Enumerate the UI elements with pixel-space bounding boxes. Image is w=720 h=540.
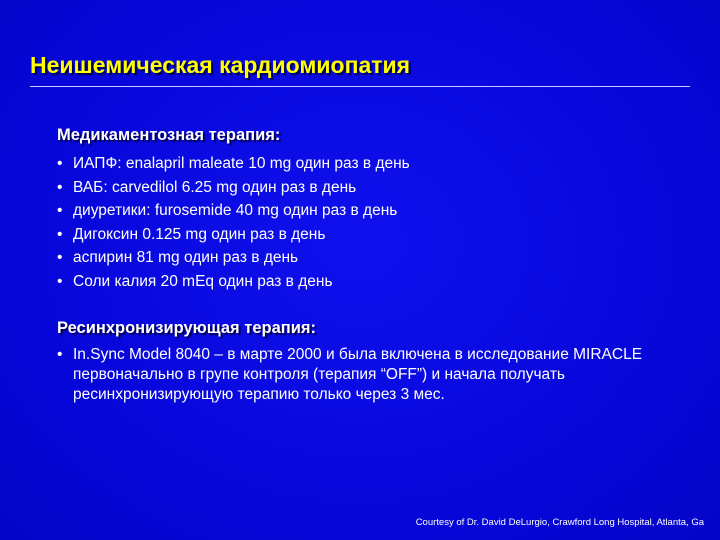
list-item-text: Соли калия 20 mEq один раз в день <box>73 272 333 290</box>
slide-title: Неишемическая кардиомиопатия <box>30 52 411 78</box>
list-item <box>57 176 410 200</box>
list-item-text: ИАПФ: enalapril maleate 10 mg один раз в день <box>73 155 410 172</box>
list-item-text: аспирин 81 mg один раз в день <box>73 249 299 266</box>
list-item-text: In.Sync Model 8040 – в марте 2000 и была включена в исследование MIRACLE первоначально в групе контроля (терапия “OFF”) и начала получать ресинхронизирующую терапию только через 3 мес. <box>73 346 643 403</box>
list-item <box>57 270 410 294</box>
title-divider <box>30 86 690 87</box>
bullet-icon: • <box>57 178 63 196</box>
list-item-text: Дигоксин 0.125 mg один раз в день <box>73 225 326 243</box>
list-item <box>57 345 687 405</box>
list-item-text: диуретики: furosemide 40 mg один раз в день <box>73 202 398 219</box>
list-item <box>57 199 410 223</box>
resynchronization-list <box>57 345 687 405</box>
bullet-icon: • <box>57 202 63 219</box>
bullet-icon: • <box>57 155 63 172</box>
section-heading-medication: Медикаментозная терапия: <box>57 126 281 144</box>
bullet-icon: • <box>57 346 63 363</box>
bullet-icon: • <box>57 225 63 243</box>
list-item <box>57 152 410 176</box>
section-heading-resynchronization: Ресинхронизирующая терапия: <box>57 319 317 337</box>
medication-list <box>57 152 410 293</box>
slide-credit: Courtesy of Dr. David DeLurgio, Crawford Long Hospital, Atlanta, Ga <box>415 517 704 528</box>
bullet-icon: • <box>57 272 63 290</box>
list-item-text: ВАБ: carvedilol 6.25 mg один раз в день <box>73 178 357 196</box>
list-item <box>57 223 410 247</box>
list-item <box>57 246 410 270</box>
bullet-icon: • <box>57 249 63 266</box>
